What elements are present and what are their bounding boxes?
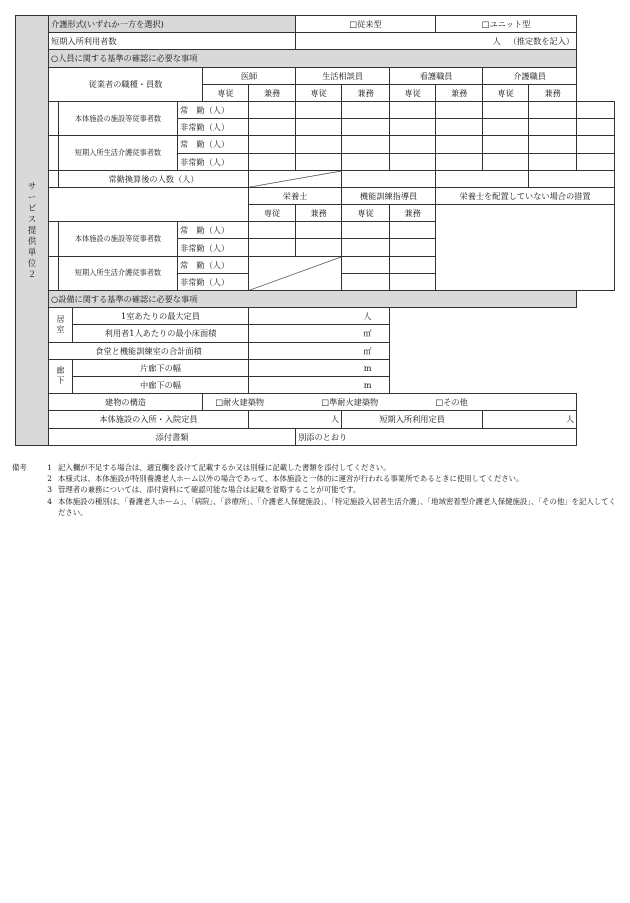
- staff-input-cell[interactable]: [342, 153, 390, 170]
- staff-input-cell[interactable]: [296, 101, 342, 118]
- dining-area-unit: ㎡: [363, 345, 372, 356]
- full-time-header: 専従: [483, 84, 529, 101]
- attachments-label: 添付書類: [49, 428, 296, 445]
- staff-input-cell[interactable]: [342, 239, 390, 256]
- attachments-value: 別添のとおり: [296, 428, 577, 445]
- staff-input-cell[interactable]: [577, 101, 615, 118]
- note-number: 4: [47, 496, 52, 506]
- main-capacity-unit: 人: [330, 414, 340, 425]
- profession-header: 介護職員: [483, 67, 577, 84]
- note-text: 本体施設の種別は、「養護老人ホーム」、「病院」、「診療所」、「介護老人保健施設」、「特定施設入居者生活介護」、「地域密着型介護老人保健施設」、「その他」を記入してください。: [58, 496, 616, 517]
- min-floor-field[interactable]: [249, 325, 390, 342]
- facility-blank: [390, 308, 577, 394]
- fte-input-cell[interactable]: [436, 170, 529, 187]
- structure-semi-fireproof-checkbox[interactable]: □準耐火建築物: [321, 397, 379, 408]
- section-side-label: [16, 16, 49, 446]
- max-capacity-field[interactable]: [249, 308, 390, 325]
- staff-input-cell[interactable]: [483, 136, 529, 153]
- notes-heading: 備考: [12, 463, 27, 472]
- nutrition-measure-input[interactable]: [436, 205, 615, 291]
- staff-input-cell[interactable]: [390, 101, 436, 118]
- section-title: サービス提供単位２: [27, 180, 37, 279]
- corridor-label-cell: [49, 359, 73, 393]
- min-floor-label: 利用者1人あたりの最小床面積: [73, 325, 249, 342]
- staff-gap: [49, 256, 59, 290]
- staff-input-cell[interactable]: [342, 256, 390, 273]
- staff-input-cell[interactable]: [390, 119, 436, 136]
- staff-input-cell[interactable]: [390, 136, 436, 153]
- part-time-header: 兼務: [296, 205, 342, 222]
- full-time-header: 専従: [342, 205, 390, 222]
- staff-input-cell[interactable]: [342, 136, 390, 153]
- room-label-cell: [49, 308, 73, 342]
- corridor-label: 廊下: [56, 366, 65, 386]
- profession-header: 看護職員: [390, 67, 483, 84]
- staff-input-cell[interactable]: [296, 153, 342, 170]
- main-facility-staff-label: 本体施設の施設等従事者数: [59, 222, 178, 256]
- staff-input-cell[interactable]: [390, 256, 436, 273]
- full-time-header: 専従: [203, 84, 249, 101]
- center-corridor-field[interactable]: [249, 376, 390, 393]
- staff-input-cell[interactable]: [436, 136, 483, 153]
- center-corridor-label: 中廊下の幅: [73, 376, 249, 393]
- profession-header: 医師: [203, 67, 296, 84]
- note-item: [12, 462, 618, 473]
- short-stay-users-field[interactable]: [296, 33, 577, 50]
- dining-area-label: 食堂と機能訓練室の合計面積: [49, 342, 249, 359]
- regular-label: 常 勤（人）: [178, 101, 249, 118]
- staff-input-cell[interactable]: [249, 222, 296, 239]
- short-stay-users-note: （推定数を記入）: [508, 36, 575, 47]
- note-number: 2: [47, 474, 52, 484]
- short-capacity-label: 短期入所利用定員: [342, 411, 483, 428]
- one-side-corridor-label: 片廊下の幅: [73, 359, 249, 376]
- regular-label: 常 勤（人）: [178, 222, 249, 239]
- service-unit-form: [15, 15, 615, 446]
- staff-gap: [49, 136, 59, 170]
- staff-input-cell[interactable]: [529, 136, 577, 153]
- short-stay-staff-label: 短期入所生活介護従事者数: [59, 256, 178, 290]
- staff-gap: [49, 101, 59, 135]
- note-text: 本様式は、本体施設が特別養護老人ホーム以外の場合であって、本体施設と一体的に運営が行われる事業所であるときに使用してください。: [58, 474, 524, 484]
- max-capacity-unit: 人: [363, 311, 372, 322]
- profession-header: 生活相談員: [296, 67, 390, 84]
- staff-input-cell[interactable]: [342, 273, 390, 290]
- staff-input-cell[interactable]: [483, 153, 529, 170]
- staff-input-cell[interactable]: [249, 153, 296, 170]
- main-capacity-label: 本体施設の入所・入院定員: [49, 411, 249, 428]
- structure-fireproof-checkbox[interactable]: □耐火建築物: [215, 397, 265, 408]
- fte-converted-label: 常勤換算後の人数（人）: [59, 170, 249, 187]
- staff-gap: [49, 222, 59, 256]
- care-format-label: 介護形式(いずれか一方を選択): [49, 16, 296, 33]
- non-regular-label: 非常勤（人）: [178, 239, 249, 256]
- staff-input-cell[interactable]: [249, 239, 296, 256]
- staff-input-cell[interactable]: [249, 136, 296, 153]
- facility-section-title: ○設備に関する基準の確認に必要な事項: [49, 291, 577, 308]
- fte-input-cell[interactable]: [529, 170, 615, 187]
- full-time-header: 専従: [296, 84, 342, 101]
- staff-input-cell[interactable]: [249, 101, 296, 118]
- staff-input-cell[interactable]: [577, 119, 615, 136]
- short-capacity-unit: 人: [565, 414, 575, 425]
- note-item: [12, 496, 618, 518]
- short-capacity-field[interactable]: [483, 411, 577, 428]
- fte-diagonal-cell: [249, 170, 342, 187]
- staff-input-cell[interactable]: [342, 101, 390, 118]
- staff-input-cell[interactable]: [529, 153, 577, 170]
- profession-header: 機能訓練指導員: [342, 187, 436, 204]
- note-text: 記入欄が不足する場合は、適宜欄を設けて記載するか又は別様に記載した書類を添付してください。: [58, 463, 391, 472]
- staff-input-cell[interactable]: [296, 222, 342, 239]
- short-stay-staff-label: 短期入所生活介護従事者数: [59, 136, 178, 170]
- staff-input-cell[interactable]: [390, 273, 436, 290]
- staff-input-cell[interactable]: [577, 153, 615, 170]
- max-capacity-label: 1室あたりの最大定員: [73, 308, 249, 325]
- staff-input-cell[interactable]: [296, 119, 342, 136]
- staff-row-header: 従業者の職種・員数: [49, 67, 203, 101]
- staff-input-cell[interactable]: [436, 119, 483, 136]
- staff-section-title: ○人員に関する基準の確認に必要な事項: [49, 50, 577, 67]
- short-stay-diagonal-cell: [249, 256, 342, 290]
- non-regular-label: 非常勤（人）: [178, 153, 249, 170]
- staff-input-cell[interactable]: [249, 119, 296, 136]
- fte-input-cell[interactable]: [342, 170, 436, 187]
- center-corridor-unit: m: [363, 380, 372, 391]
- short-stay-users-unit: 人: [492, 36, 501, 47]
- part-time-header: 兼務: [390, 205, 436, 222]
- non-regular-label: 非常勤（人）: [178, 119, 249, 136]
- room-label: 居室: [56, 314, 65, 334]
- non-regular-label: 非常勤（人）: [178, 273, 249, 290]
- dining-area-field[interactable]: [249, 342, 390, 359]
- staff-input-cell[interactable]: [390, 222, 436, 239]
- staff-blank: [49, 187, 249, 221]
- staff-input-cell[interactable]: [529, 101, 577, 118]
- staff-input-cell[interactable]: [342, 119, 390, 136]
- note-item: [12, 484, 618, 495]
- staff-input-cell[interactable]: [342, 222, 390, 239]
- staff-input-cell[interactable]: [390, 153, 436, 170]
- care-format-conventional-checkbox[interactable]: □従来型: [296, 16, 436, 33]
- regular-label: 常 勤（人）: [178, 256, 249, 273]
- note-text: 管理者の兼務については、添付資料にて確認可能な場合は記載を省略することが可能です。: [58, 485, 361, 495]
- staff-input-cell[interactable]: [390, 239, 436, 256]
- part-time-header: 兼務: [342, 84, 390, 101]
- full-time-header: 専従: [249, 205, 296, 222]
- full-time-header: 専従: [390, 84, 436, 101]
- one-side-corridor-field[interactable]: [249, 359, 390, 376]
- notes: [12, 462, 618, 518]
- structure-other-checkbox[interactable]: □その他: [435, 397, 468, 408]
- staff-input-cell[interactable]: [436, 101, 483, 118]
- staff-input-cell[interactable]: [577, 136, 615, 153]
- part-time-header: 兼務: [249, 84, 296, 101]
- min-floor-unit: ㎡: [363, 328, 372, 339]
- staff-input-cell[interactable]: [296, 239, 342, 256]
- staff-gap: [49, 170, 59, 187]
- part-time-header: 兼務: [436, 84, 483, 101]
- short-stay-users-label: 短期入所利用者数: [49, 33, 296, 50]
- care-format-unit-checkbox[interactable]: □ユニット型: [436, 16, 577, 33]
- staff-input-cell[interactable]: [436, 153, 483, 170]
- part-time-header: 兼務: [529, 84, 577, 101]
- note-number: 3: [47, 485, 52, 495]
- one-side-corridor-unit: m: [363, 362, 372, 373]
- note-number: 1: [47, 463, 52, 472]
- note-item: [12, 473, 618, 484]
- regular-label: 常 勤（人）: [178, 136, 249, 153]
- main-capacity-field[interactable]: [249, 411, 342, 428]
- structure-options: [203, 394, 577, 411]
- staff-input-cell[interactable]: [529, 119, 577, 136]
- profession-header: 栄養士: [249, 187, 342, 204]
- nutrition-measure-header: 栄養士を配置していない場合の措置: [436, 187, 615, 204]
- main-facility-staff-label: 本体施設の施設等従事者数: [59, 101, 178, 135]
- staff-input-cell[interactable]: [483, 119, 529, 136]
- structure-label: 建物の構造: [49, 394, 203, 411]
- staff-input-cell[interactable]: [483, 101, 529, 118]
- staff-input-cell[interactable]: [296, 136, 342, 153]
